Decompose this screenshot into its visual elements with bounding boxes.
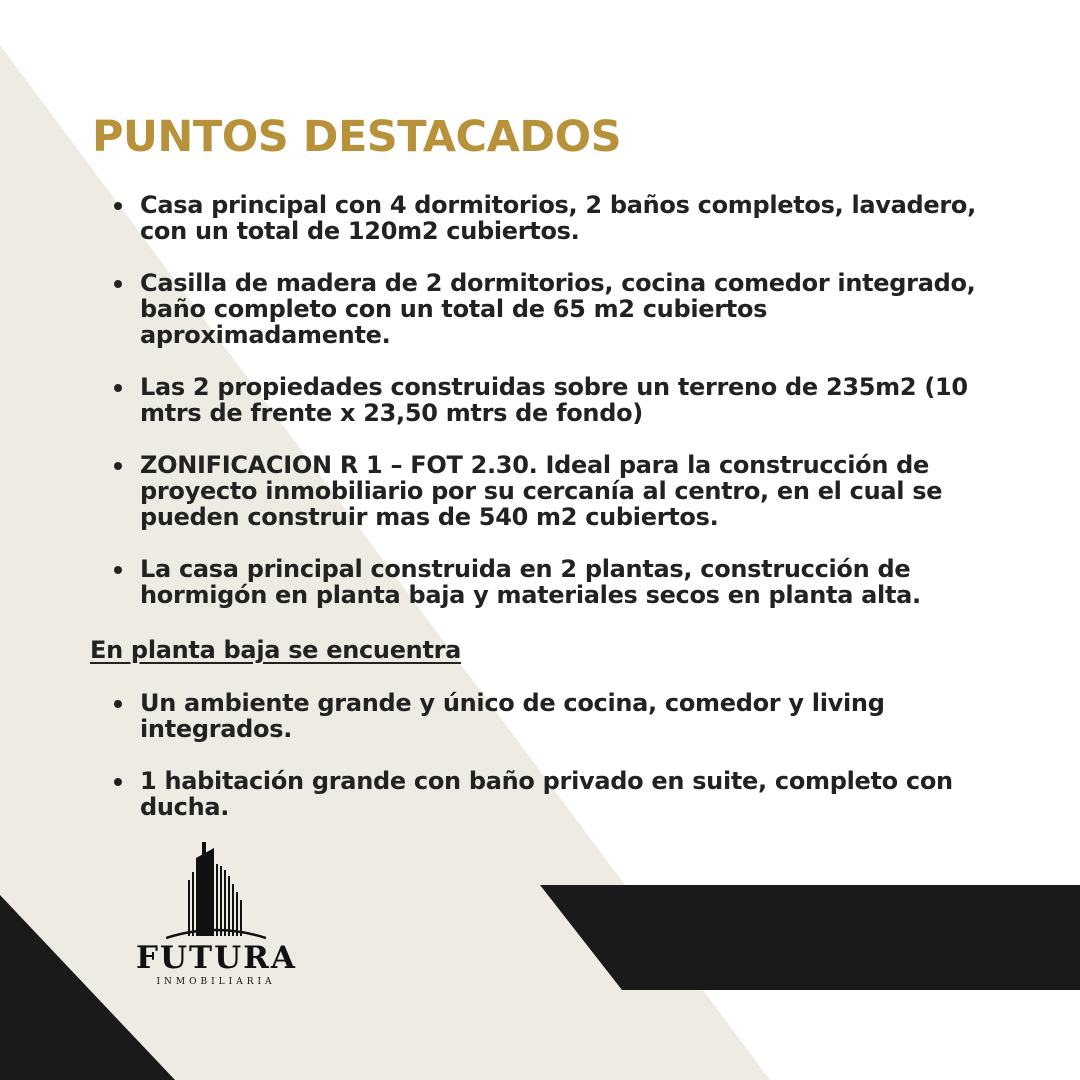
- bullet-dot-icon: [114, 280, 122, 288]
- list-item-text: Casa principal con 4 dormitorios, 2 baños completos, lavadero, con un total de 120m2 cubiertos.: [140, 191, 976, 245]
- list-item: [112, 192, 992, 244]
- list-item-text: 1 habitación grande con baño privado en suite, completo con ducha.: [140, 767, 953, 821]
- list-item: [112, 270, 992, 348]
- building-icon: [166, 840, 266, 940]
- list-item: [112, 452, 992, 530]
- bullet-dot-icon: [114, 202, 122, 210]
- highlights-list: [112, 192, 992, 608]
- list-item: [112, 768, 992, 820]
- bullet-dot-icon: [114, 778, 122, 786]
- logo-wordmark: FUTURA: [136, 940, 297, 976]
- list-item-text: Las 2 propiedades construidas sobre un terreno de 235m2 (10 mtrs de frente x 23,50 mtrs de fondo): [140, 373, 968, 427]
- bullet-dot-icon: [114, 700, 122, 708]
- list-item: [112, 690, 992, 742]
- list-item-text: Casilla de madera de 2 dormitorios, cocina comedor integrado, baño completo con un total de 65 m2 cubiertos aproximadamente.: [140, 269, 976, 349]
- list-item: [112, 556, 992, 608]
- list-item-text: La casa principal construida en 2 plantas, construcción de hormigón en planta baja y materiales secos en planta alta.: [140, 555, 921, 609]
- page-title: PUNTOS DESTACADOS: [92, 112, 622, 162]
- bullet-dot-icon: [114, 462, 122, 470]
- list-item-text: ZONIFICACION R 1 – FOT 2.30. Ideal para la construcción de proyecto inmobiliario por su cercanía al centro, en el cual se pueden construir mas de 540 m2 cubiertos.: [140, 451, 943, 531]
- list-item: [112, 374, 992, 426]
- section-subheading: En planta baja se encuentra: [90, 636, 462, 664]
- bullet-dot-icon: [114, 566, 122, 574]
- brand-logo: [136, 840, 296, 990]
- ground-floor-list: [112, 690, 992, 820]
- logo-subtitle: INMOBILIARIA: [156, 977, 276, 987]
- bullet-dot-icon: [114, 384, 122, 392]
- list-item-text: Un ambiente grande y único de cocina, comedor y living integrados.: [140, 689, 885, 743]
